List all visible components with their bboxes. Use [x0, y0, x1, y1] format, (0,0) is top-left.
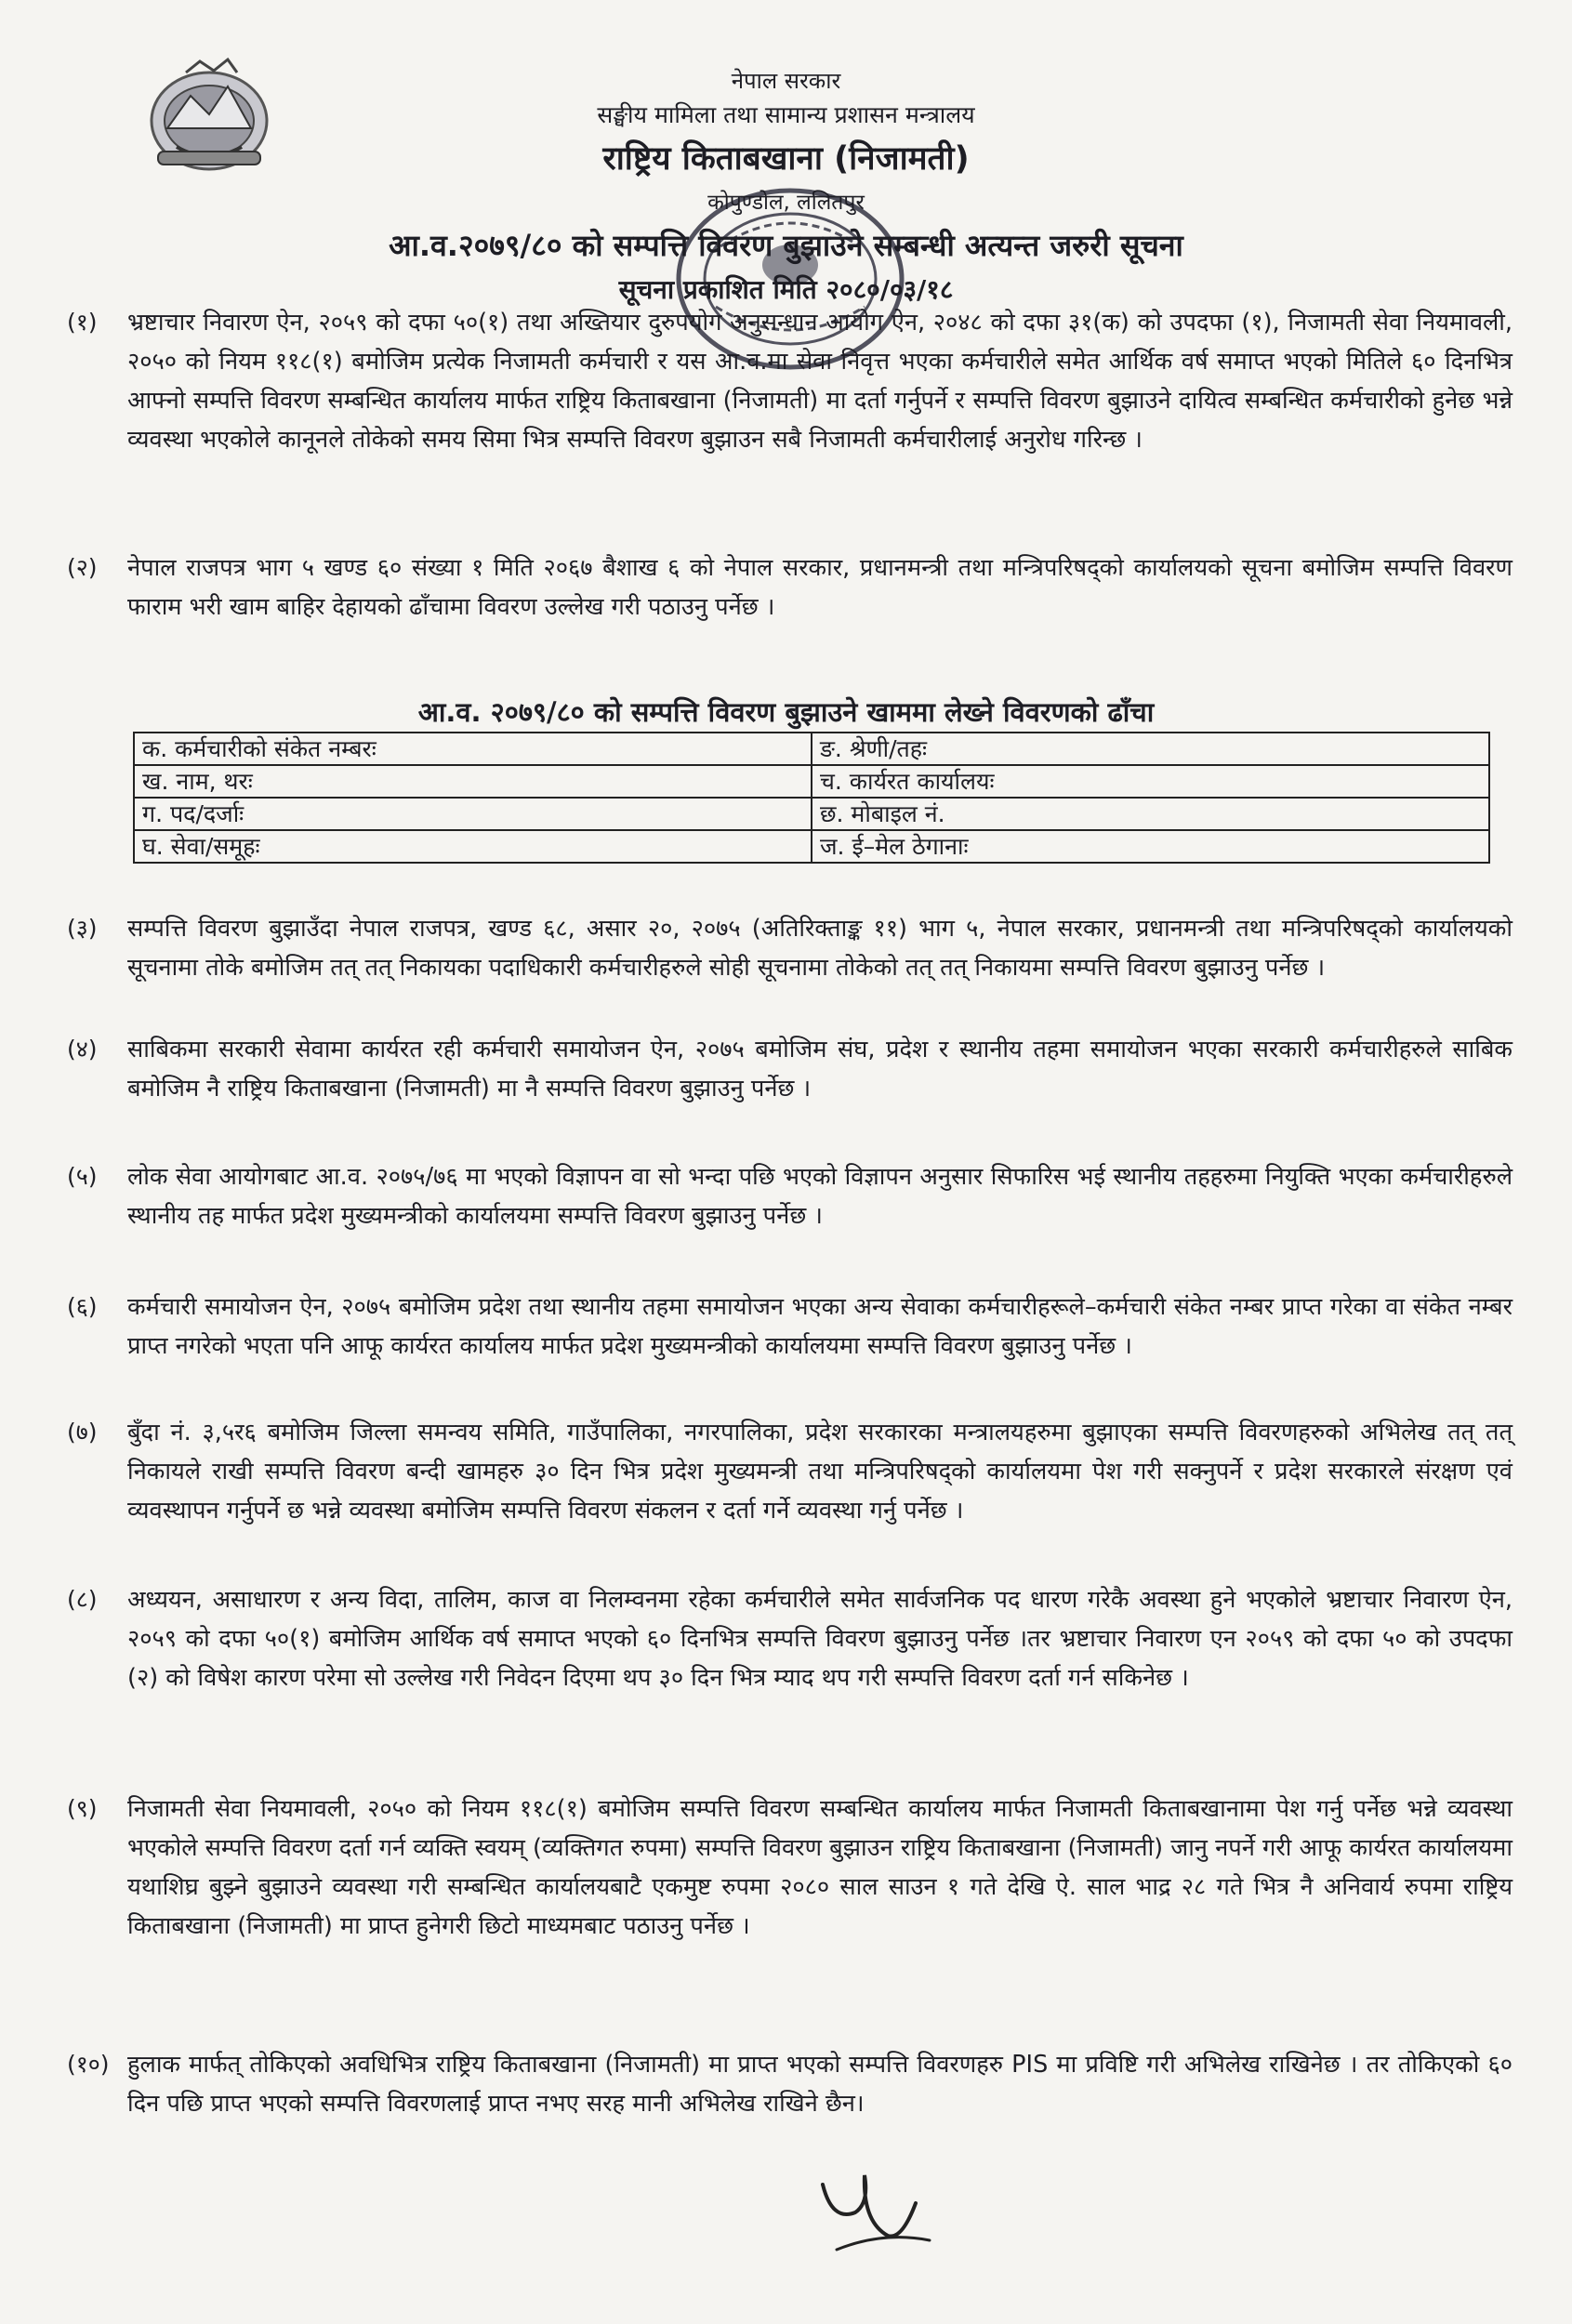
paragraph-text: साबिकमा सरकारी सेवामा कार्यरत रही कर्मचारी समायोजन ऐन, २०७५ बमोजिम संघ, प्रदेश र स्थानीय तहमा समायोजन भएका सरकारी कर्मचारीहरुले साबिक बमोजिम नै राष्ट्रिय किताबखाना (निजामती) मा नै सम्पत्ति विवरण बुझाउनु पर्नेछ । [127, 1036, 1513, 1103]
paragraph-number: (२) [67, 554, 98, 581]
office-location: कोपुण्डोल, ललितपुर [707, 191, 865, 215]
table-cell: च. कार्यरत कार्यालयः [812, 765, 1489, 798]
paragraph-text: निजामती सेवा नियमावली, २०५० को नियम ११८(१) बमोजिम सम्पत्ति विवरण सम्बन्धित कार्यालय मार्फत निजामती किताबखानामा पेश गर्नु पर्नेछ भन्ने व्यवस्था भएकोले सम्पत्ति विवरण दर्ता गर्न व्यक्ति स्वयम् (व्यक्तिगत रुपमा) सम्पत्ति विवरण बुझाउन राष्ट्रिय किताबखाना (निजामती) जानु नपर्ने गरी आफू कार्यरत कार्यालयमा यथाशिघ्र बुझ्ने बुझाउने व्यवस्था गरी सम्बन्धित कार्यालयबाटै एकमुष्ट रुपमा २०८० साल साउन १ गते देखि ऐ. साल भाद्र २८ गते भित्र नै अनिवार्य रुपमा राष्ट्रिय किताबखाना (निजामती) मा प्राप्त हुनेगरी छिटो माध्यमबाट पठाउनु पर्नेछ । [127, 1795, 1513, 1940]
paragraph-text: भ्रष्टाचार निवारण ऐन, २०५९ को दफा ५०(१) तथा अख्तियार दुरुपयोग अनुसन्धान आयोग ऐन, २०४८ को दफा ३१(क) को उपदफा (१), निजामती सेवा नियमावली, २०५० को नियम ११८(१) बमोजिम प्रत्येक निजामती कर्मचारी र यस आ.व.मा सेवा निवृत्त भएका कर्मचारीले समेत आर्थिक वर्ष समाप्त भएको मितिले ६० दिनभित्र आफ्नो सम्पत्ति विवरण सम्बन्धित कार्यालय मार्फत राष्ट्रिय किताबखाना (निजामती) मा दर्ता गर्नुपर्ने र सम्पत्ति विवरण बुझाउने दायित्व सम्बन्धित कर्मचारीको हुनेछ भन्ने व्यवस्था भएकोले कानूनले तोकेको समय सिमा भित्र सम्पत्ति विवरण बुझाउन सबै निजामती कर्मचारीलाई अनुरोध गरिन्छ । [127, 309, 1513, 454]
table-row [134, 798, 1489, 830]
paragraph-number: (१०) [67, 2051, 110, 2078]
table-row [134, 733, 1489, 765]
paragraph-text: नेपाल राजपत्र भाग ५ खण्ड ६० संख्या १ मिति २०६७ बैशाख ६ को नेपाल सरकार, प्रधानमन्त्री तथा मन्त्रिपरिषद्को कार्यालयको सूचना बमोजिम सम्पत्ति विवरण फाराम भरी खाम बाहिर देहायको ढाँचामा विवरण उल्लेख गरी पठाउनु पर्नेछ । [127, 554, 1513, 621]
table-cell: ज. ई–मेल ठेगानाः [812, 830, 1489, 863]
signature-icon [799, 2147, 948, 2259]
paragraph-number: (५) [67, 1163, 98, 1190]
table-cell: घ. सेवा/समूहः [134, 830, 812, 863]
ministry-name: सङ्घीय मामिला तथा सामान्य प्रशासन मन्त्रालय [597, 101, 975, 128]
paragraph-text: हुलाक मार्फत् तोकिएको अवधिभित्र राष्ट्रिय किताबखाना (निजामती) मा प्राप्त भएको सम्पत्ति विवरणहरु PIS मा प्रविष्टि गरी अभिलेख राखिनेछ । तर तोकिएको ६० दिन पछि प्राप्त भएको सम्पत्ति विवरणलाई प्राप्त नभए सरह मानी अभिलेख राखिने छैन। [127, 2051, 1513, 2118]
notice-title: आ.व.२०७९/८० को सम्पत्ति विवरण बुझाउने सम्बन्धी अत्यन्त जरुरी सूचना [389, 228, 1183, 263]
envelope-format-title: आ.व. २०७९/८० को सम्पत्ति विवरण बुझाउने खाममा लेख्ने विवरणको ढाँचा [417, 696, 1155, 728]
paragraph-number: (६) [67, 1293, 98, 1320]
paragraph-text: सम्पत्ति विवरण बुझाउँदा नेपाल राजपत्र, खण्ड ६८, असार २०, २०७५ (अतिरिक्ताङ्क ११) भाग ५, नेपाल सरकार, प्रधानमन्त्री तथा मन्त्रिपरिषद्को कार्यालयको सूचनामा तोके बमोजिम तत् तत् निकायका पदाधिकारी कर्मचारीहरुले सोही सूचनामा तोकेको तत् तत् निकायमा सम्पत्ति विवरण बुझाउनु पर्नेछ । [127, 915, 1513, 982]
table-row [134, 765, 1489, 798]
table-cell: क. कर्मचारीको संकेत नम्बरः [134, 733, 812, 765]
table-cell: ग. पद/दर्जाः [134, 798, 812, 830]
table-cell: ख. नाम, थरः [134, 765, 812, 798]
government-name: नेपाल सरकार [731, 68, 841, 94]
paragraph-number: (४) [67, 1036, 98, 1063]
office-name: राष्ट्रिय किताबखाना (निजामती) [602, 140, 970, 178]
envelope-format-table [133, 732, 1490, 864]
table-cell: छ. मोबाइल नं. [812, 798, 1489, 830]
table-row [134, 830, 1489, 863]
paragraph-number: (३) [67, 915, 98, 942]
paragraph-number: (१) [67, 309, 98, 336]
paragraph-text: लोक सेवा आयोगबाट आ.व. २०७५/७६ मा भएको विज्ञापन वा सो भन्दा पछि भएको विज्ञापन अनुसार सिफारिस भई स्थानीय तहहरुमा नियुक्ति भएका कर्मचारीहरुले स्थानीय तह मार्फत प्रदेश मुख्यमन्त्रीको कार्यालयमा सम्पत्ति विवरण बुझाउनु पर्नेछ । [127, 1163, 1513, 1230]
paragraph-text: कर्मचारी समायोजन ऐन, २०७५ बमोजिम प्रदेश तथा स्थानीय तहमा समायोजन भएका अन्य सेवाका कर्मचारीहरूले–कर्मचारी संकेत नम्बर प्राप्त गरेका वा संकेत नम्बर प्राप्त नगरेको भएता पनि आफू कार्यरत कार्यालय मार्फत प्रदेश मुख्यमन्त्रीको कार्यालयमा सम्पत्ति विवरण बुझाउनु पर्नेछ । [127, 1293, 1513, 1360]
publish-date: सूचना प्रकाशित मिति २०८०/०३/१८ [618, 274, 954, 305]
paragraph-text: बुँदा नं. ३,५र६ बमोजिम जिल्ला समन्वय समिति, गाउँपालिका, नगरपालिका, प्रदेश सरकारका मन्त्रालयहरुमा बुझाएका सम्पत्ति विवरणहरुको अभिलेख तत् तत् निकायले राखी सम्पत्ति विवरण बन्दी खामहरु ३० दिन भित्र प्रदेश मुख्यमन्त्री तथा मन्त्रिपरिषद्को कार्यालयमा पेश गरी सक्नुपर्ने र प्रदेश सरकारले संरक्षण एवं व्यवस्थापन गर्नुपर्ने छ भन्ने व्यवस्था बमोजिम सम्पत्ति विवरण संकलन र दर्ता गर्ने व्यवस्था गर्नु पर्नेछ । [127, 1419, 1513, 1525]
paragraph-number: (८) [67, 1586, 98, 1613]
paragraph-number: (९) [67, 1795, 98, 1822]
paragraph-number: (७) [67, 1419, 98, 1446]
table-cell: ङ. श्रेणी/तहः [812, 733, 1489, 765]
paragraph-text: अध्ययन, असाधारण र अन्य विदा, तालिम, काज वा निलम्वनमा रहेका कर्मचारीले समेत सार्वजनिक पद धारण गरेकै अवस्था हुने भएकोले भ्रष्टाचार निवारण ऐन, २०५९ को दफा ५०(१) बमोजिम आर्थिक वर्ष समाप्त भएको ६० दिनभित्र सम्पत्ति विवरण बुझाउनु पर्नेछ ।तर भ्रष्टाचार निवारण एन २०५९ को दफा ५० को उपदफा (२) को विषेश कारण परेमा सो उल्लेख गरी निवेदन दिएमा थप ३० दिन भित्र म्याद थप गरी सम्पत्ति विवरण दर्ता गर्न सकिनेछ । [127, 1586, 1513, 1692]
